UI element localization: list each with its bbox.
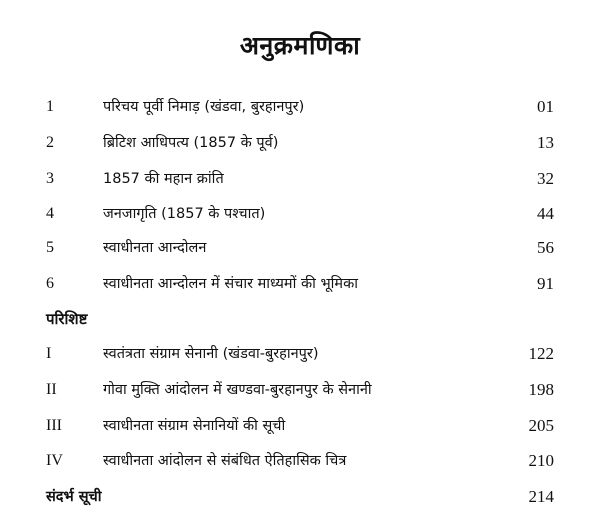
toc-row-chapter-1[interactable]	[0, 94, 600, 120]
toc-label: स्वाधीनता संग्राम सेनानियों की सूची	[103, 418, 286, 434]
toc-number: 6	[46, 275, 54, 292]
toc-row-appendix-4[interactable]	[0, 448, 600, 474]
toc-label: स्वाधीनता आन्दोलन	[103, 240, 207, 256]
toc-row-appendix-1[interactable]	[0, 341, 600, 367]
toc-number: 5	[46, 239, 54, 256]
toc-page-number: 205	[528, 416, 554, 435]
toc-page-number: 13	[537, 133, 554, 152]
appendix-heading: परिशिष्ट	[46, 310, 88, 328]
toc-number: IV	[46, 452, 63, 469]
page-title: अनुक्रमणिका	[239, 31, 361, 60]
toc-label: जनजागृति (1857 के पश्चात)	[103, 206, 266, 222]
toc-page-number: 56	[537, 238, 554, 257]
toc-number: 4	[46, 205, 54, 222]
toc-label: गोवा मुक्ति आंदोलन में खण्डवा-बुरहानपुर के सेनानी	[103, 382, 372, 398]
toc-label: स्वतंत्रता संग्राम सेनानी (खंडवा-बुरहानपुर)	[103, 346, 319, 362]
toc-page-number: 210	[528, 451, 554, 470]
toc-row-chapter-4[interactable]	[0, 201, 600, 227]
toc-row-chapter-3[interactable]	[0, 166, 600, 192]
toc-page-number: 32	[537, 169, 554, 188]
toc-label: 1857 की महान क्रांति	[103, 171, 224, 187]
toc-number: 2	[46, 134, 54, 151]
toc-label: स्वाधीनता आन्दोलन में संचार माध्यमों की भूमिका	[103, 276, 358, 292]
toc-row-appendix-2[interactable]	[0, 377, 600, 403]
toc-page-number: 122	[528, 344, 554, 363]
toc-row-chapter-2[interactable]	[0, 130, 600, 156]
toc-row-appendix-3[interactable]	[0, 413, 600, 439]
toc-number: III	[46, 417, 62, 434]
toc-label: ब्रिटिश आधिपत्य (1857 के पूर्व)	[103, 135, 279, 151]
toc-page-number: 214	[528, 487, 554, 506]
toc-label: परिचय पूर्वी निमाड़ (खंडवा, बुरहानपुर)	[103, 99, 305, 115]
toc-label: स्वाधीनता आंदोलन से संबंधित ऐतिहासिक चित्र	[103, 453, 347, 469]
toc-number: I	[46, 345, 52, 362]
toc-page-number: 01	[537, 97, 554, 116]
toc-row-chapter-5[interactable]	[0, 235, 600, 261]
toc-row-chapter-6[interactable]	[0, 271, 600, 297]
toc-number: II	[46, 381, 57, 398]
toc-page-number: 91	[537, 274, 554, 293]
toc-number: 1	[46, 98, 54, 115]
toc-page-number: 198	[528, 380, 554, 399]
toc-row-bibliography[interactable]	[0, 484, 600, 510]
toc-page-number: 44	[537, 204, 554, 223]
toc-number: 3	[46, 170, 54, 187]
bibliography-label: संदर्भ सूची	[46, 489, 102, 505]
